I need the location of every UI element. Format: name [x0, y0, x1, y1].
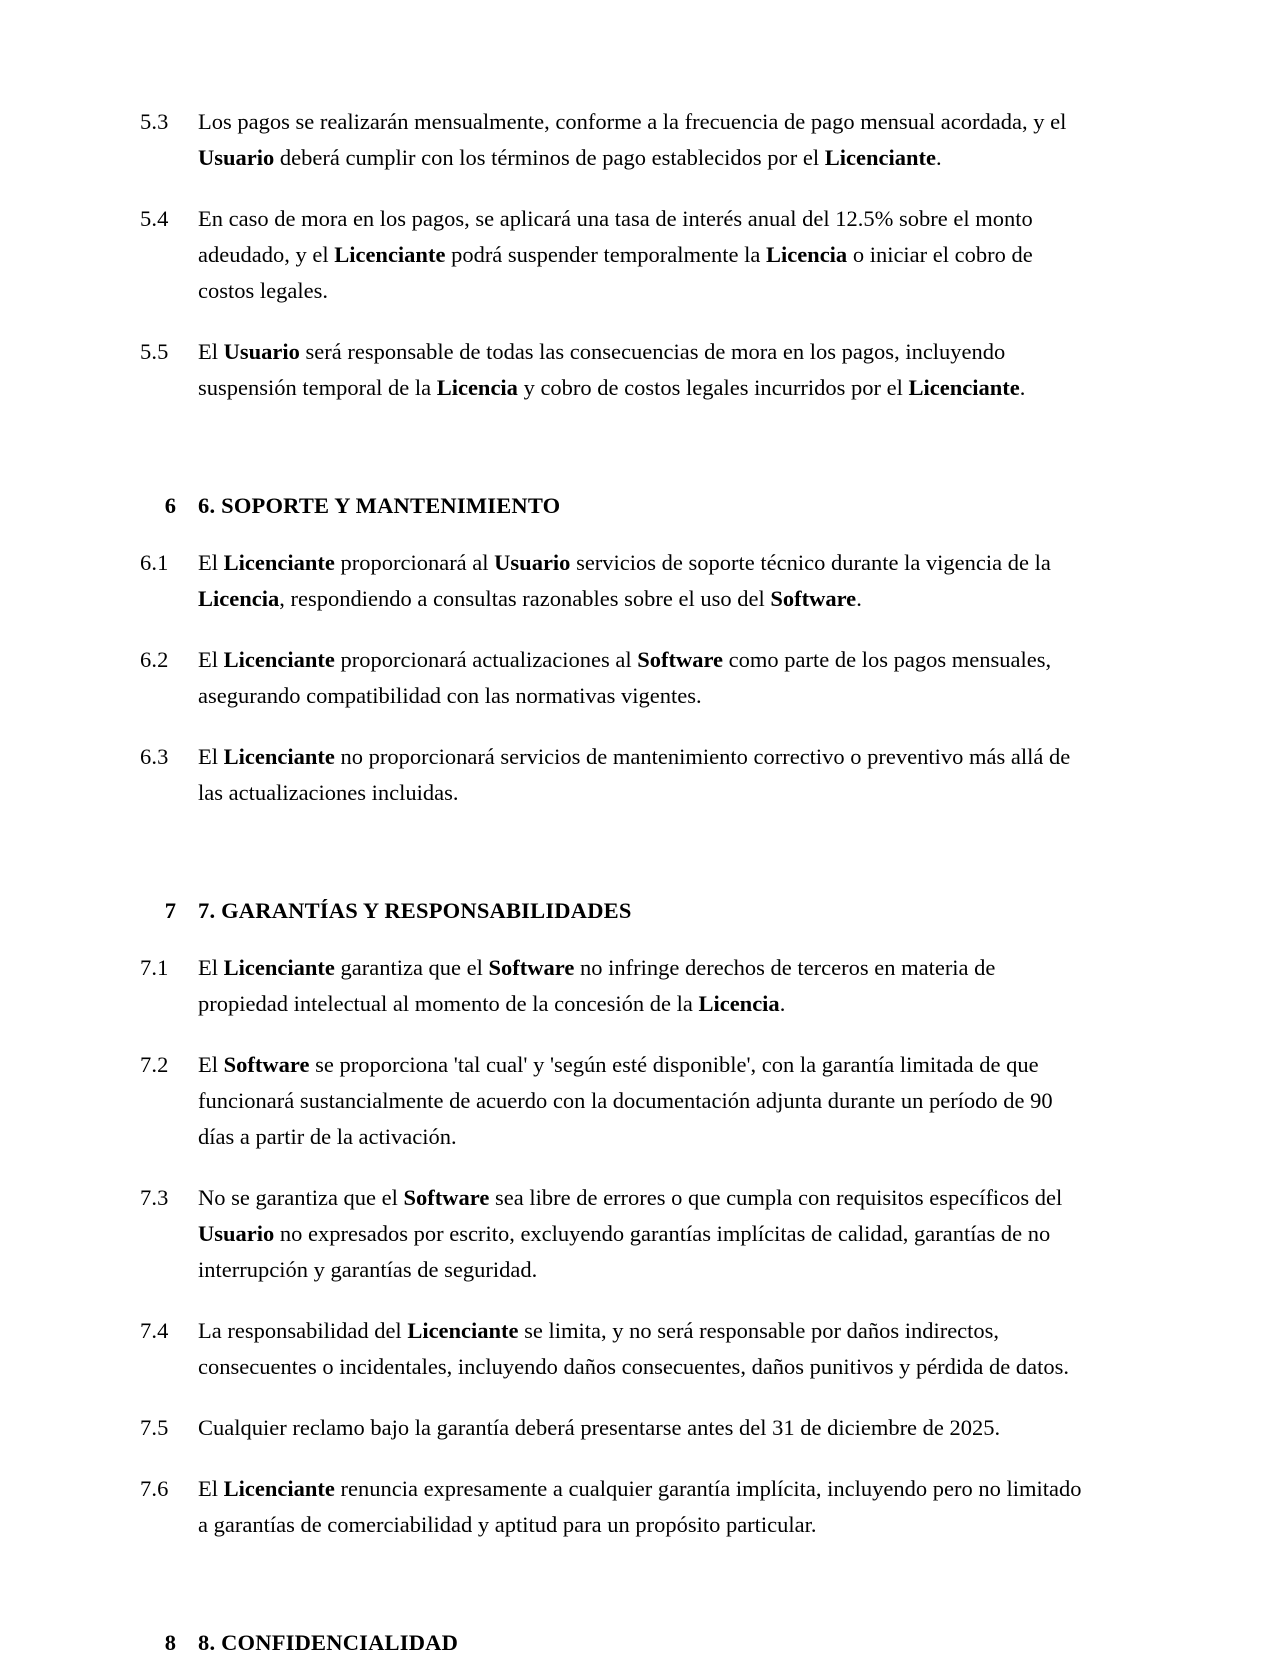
defined-term: Licenciante	[824, 145, 936, 170]
clause-number: 5.4	[140, 206, 169, 231]
clause-text	[198, 1313, 1090, 1385]
section-spacer	[140, 431, 1090, 489]
clause-text-run: En caso de mora en los pagos, se aplicará una tasa de interés anual del 12.5% sobre el monto adeudado, y el	[198, 206, 1033, 267]
defined-term: Licencia	[698, 991, 780, 1016]
clause-text-run: Cualquier reclamo bajo la garantía deberá presentarse antes del 31 de diciembre de 2025.	[198, 1415, 1001, 1440]
clause-text	[198, 1180, 1090, 1288]
clause-text-run: o iniciar el cobro de costos legales.	[198, 242, 1033, 303]
defined-term: Software	[637, 647, 724, 672]
defined-term: Software	[403, 1185, 490, 1210]
clause-item	[140, 1180, 1090, 1288]
clause-text	[198, 1047, 1090, 1155]
defined-term: Software	[223, 1052, 310, 1077]
clause-number: 7.6	[140, 1476, 169, 1501]
defined-term: Licenciante	[223, 955, 335, 980]
clause-text-run: El	[198, 550, 224, 575]
clause-text-run: sea libre de errores o que cumpla con requisitos específicos del	[489, 1185, 1063, 1210]
section-heading-number: 8	[164, 1630, 176, 1655]
clause-item	[140, 739, 1090, 811]
defined-term: Usuario	[494, 550, 571, 575]
clause-text	[198, 1410, 1090, 1446]
clause-number: 7.1	[140, 955, 169, 980]
clause-text-run: no proporcionará servicios de mantenimiento correctivo o preventivo más allá de las actualizaciones incluidas.	[198, 744, 1071, 805]
clause-item	[140, 334, 1090, 406]
clause-text-run: no infringe derechos de terceros en materia de propiedad intelectual al momento de la concesión de la	[198, 955, 996, 1016]
clause-text-run: proporcionará al	[334, 550, 495, 575]
clause-text-run: y cobro de costos legales incurridos por el	[517, 375, 909, 400]
clause-text	[198, 950, 1090, 1022]
clause-text	[198, 545, 1090, 617]
clause-number: 5.5	[140, 339, 169, 364]
defined-term: Software	[770, 586, 857, 611]
clause-text-run: El	[198, 647, 224, 672]
clause-text-run: El	[198, 955, 224, 980]
clause-text-run: La responsabilidad del	[198, 1318, 408, 1343]
clause-number: 6.1	[140, 550, 169, 575]
clause-text	[198, 201, 1090, 309]
section-heading	[140, 894, 1090, 928]
clause-text	[198, 334, 1090, 406]
defined-term: Usuario	[198, 1221, 275, 1246]
defined-term: Licenciante	[223, 744, 335, 769]
defined-term: Licenciante	[223, 1476, 335, 1501]
clause-text-run: se proporciona 'tal cual' y 'según esté disponible', con la garantía limitada de que funcionará sustancialmente de acuerdo con la documentación adjunta durante un período de 90 días a partir de la activación.	[198, 1052, 1053, 1149]
clause-item	[140, 1313, 1090, 1385]
clause-text-run: El	[198, 339, 224, 364]
clause-item	[140, 545, 1090, 617]
section-heading-title: 7. GARANTÍAS Y RESPONSABILIDADES	[198, 898, 632, 923]
clause-text-run: .	[935, 145, 942, 170]
clause-number: 7.2	[140, 1052, 169, 1077]
clause-text-run: proporcionará actualizaciones al	[334, 647, 638, 672]
defined-term: Licenciante	[223, 550, 335, 575]
clause-item	[140, 950, 1090, 1022]
clause-text-run: renuncia expresamente a cualquier garantía implícita, incluyendo pero no limitado a garantías de comerciabilidad y aptitud para un propósito particular.	[198, 1476, 1082, 1537]
defined-term: Usuario	[223, 339, 300, 364]
clause-text-run: No se garantiza que el	[198, 1185, 404, 1210]
clause-item	[140, 104, 1090, 176]
defined-term: Licencia	[436, 375, 518, 400]
clause-text-run: .	[1019, 375, 1026, 400]
clause-text	[198, 642, 1090, 714]
clause-item	[140, 201, 1090, 309]
clause-number: 7.4	[140, 1318, 169, 1343]
defined-term: Software	[488, 955, 575, 980]
section-heading-number: 6	[164, 493, 176, 518]
clause-text-run: podrá suspender temporalmente la	[445, 242, 766, 267]
clause-text-run: .	[779, 991, 786, 1016]
section-heading-title: 6. SOPORTE Y MANTENIMIENTO	[198, 493, 561, 518]
clause-text-run: .	[856, 586, 862, 611]
clause-text-run: El	[198, 744, 224, 769]
clause-text-run: se limita, y no será responsable por daños indirectos, consecuentes o incidentales, incluyendo daños consecuentes, daños punitivos y pérdida de datos.	[198, 1318, 1070, 1379]
clause-number: 7.5	[140, 1415, 169, 1440]
clause-text-run: no expresados por escrito, excluyendo garantías implícitas de calidad, garantías de no interrupción y garantías de seguridad.	[198, 1221, 1051, 1282]
clause-text-run: Los pagos se realizarán mensualmente, conforme a la frecuencia de pago mensual acordada, y el	[198, 109, 1067, 134]
clause-number: 6.3	[140, 744, 169, 769]
clause-number: 6.2	[140, 647, 169, 672]
defined-term: Licenciante	[334, 242, 446, 267]
clause-text-run: como parte de los pagos mensuales, asegurando compatibilidad con las normativas vigentes.	[198, 647, 1052, 708]
defined-term: Licenciante	[223, 647, 335, 672]
clause-text-run: deberá cumplir con los términos de pago establecidos por el	[274, 145, 825, 170]
document-body	[140, 104, 1090, 1660]
section-heading-title: 8. CONFIDENCIALIDAD	[198, 1630, 459, 1655]
clause-item	[140, 1047, 1090, 1155]
defined-term: Licencia	[765, 242, 848, 267]
clause-item	[140, 1410, 1090, 1446]
clause-text-run: servicios de soporte técnico durante la vigencia de la	[570, 550, 1051, 575]
section-spacer	[140, 836, 1090, 894]
clause-number: 5.3	[140, 109, 169, 134]
defined-term: Licencia	[198, 586, 280, 611]
clause-text	[198, 104, 1090, 176]
defined-term: Usuario	[198, 145, 275, 170]
clause-text-run: El	[198, 1052, 224, 1077]
section-heading	[140, 489, 1090, 523]
clause-text-run: , respondiendo a consultas razonables sobre el uso del	[279, 586, 771, 611]
clause-text-run: garantiza que el	[334, 955, 489, 980]
clause-text	[198, 1471, 1090, 1543]
clause-text-run: será responsable de todas las consecuencias de mora en los pagos, incluyendo suspensión temporal de la	[198, 339, 1006, 400]
clause-item	[140, 642, 1090, 714]
section-heading-number: 7	[164, 898, 176, 923]
clause-item	[140, 1471, 1090, 1543]
defined-term: Licenciante	[407, 1318, 519, 1343]
clause-text	[198, 739, 1090, 811]
section-heading	[140, 1626, 1090, 1660]
section-spacer	[140, 1568, 1090, 1626]
clause-number: 7.3	[140, 1185, 169, 1210]
clause-text-run: El	[198, 1476, 224, 1501]
defined-term: Licenciante	[908, 375, 1020, 400]
